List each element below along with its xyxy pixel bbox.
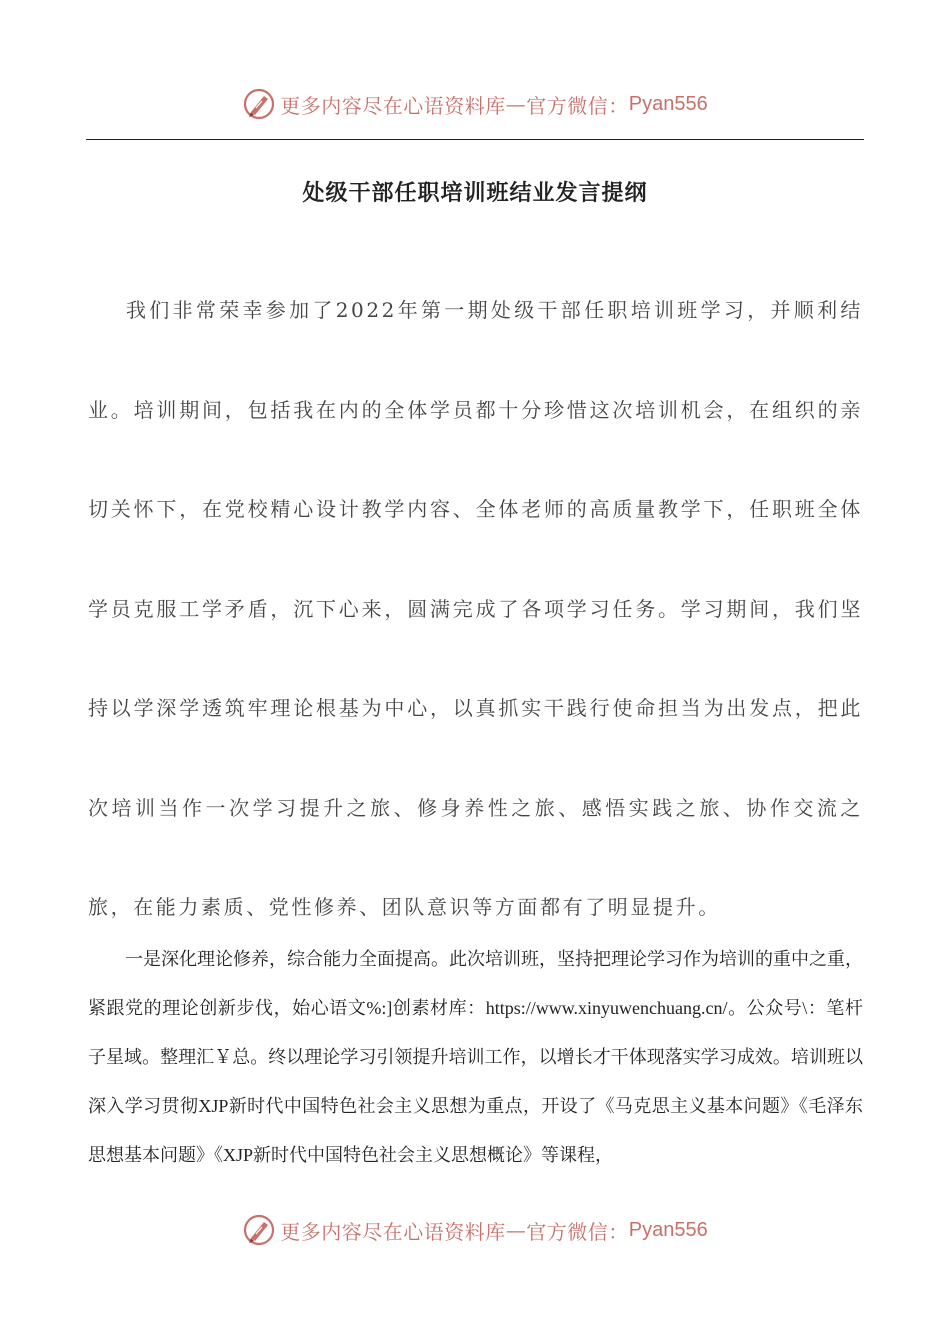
document-title: 处级干部任职培训班结业发言提纲 (302, 180, 648, 206)
footer-banner-wechat-id: Pyan556 (628, 1218, 708, 1241)
footer-banner-separator: — (505, 1218, 527, 1242)
pen-nib-logo-icon (242, 1213, 276, 1247)
footer-banner-text: 更多内容尽在心语资料库 (280, 1219, 506, 1244)
footer-banner (0, 1210, 950, 1250)
paragraph-theory: 一是深化理论修养，综合能力全面提高。此次培训班，坚持把理论学习作为培训的重中之重，紧跟党的理论创新步伐，始心语文%:]创素材库：https://www.xinyuwenchuang.cn/。公众号\：笔杆子星域。整理汇￥总。终以理论学习引领提升培训工作，以增长才干体现落实学习成效。培训班以深入学习贯彻XJP新时代中国特色社会主义思想为重点，开设了《马克思主义基本问题》《毛泽东思想基本问题》《XJP新时代中国特色社会主义思想概论》等课程， (88, 949, 863, 1165)
paragraph-intro: 我们非常荣幸参加了2022年第一期处级干部任职培训班学习，并顺利结业。培训期间，包括我在内的全体学员都十分珍惜这次培训机会，在组织的亲切关怀下，在党校精心设计教学内容、全体老师的高质量教学下，任职班全体学员克服工学矛盾，沉下心来，圆满完成了各项学习任务。学习期间，我们坚持以学深学透筑牢理论根基为中心，以真抓实干践行使命担当为出发点，把此次培训当作一次学习提升之旅、修身养性之旅、感悟实践之旅、协作交流之旅，在能力素质、党性修养、团队意识等方面都有了明显提升。 (88, 298, 863, 919)
header-banner-wechat-id: Pyan556 (628, 92, 708, 115)
header-banner-wechat-label: 官方微信： (526, 93, 629, 118)
header-banner-text: 更多内容尽在心语资料库 (280, 93, 506, 118)
header-banner-separator: — (505, 92, 527, 116)
header-divider (86, 139, 864, 140)
header-banner (0, 84, 950, 124)
footer-banner-wechat-label: 官方微信： (526, 1219, 629, 1244)
pen-nib-logo-icon (242, 87, 276, 121)
